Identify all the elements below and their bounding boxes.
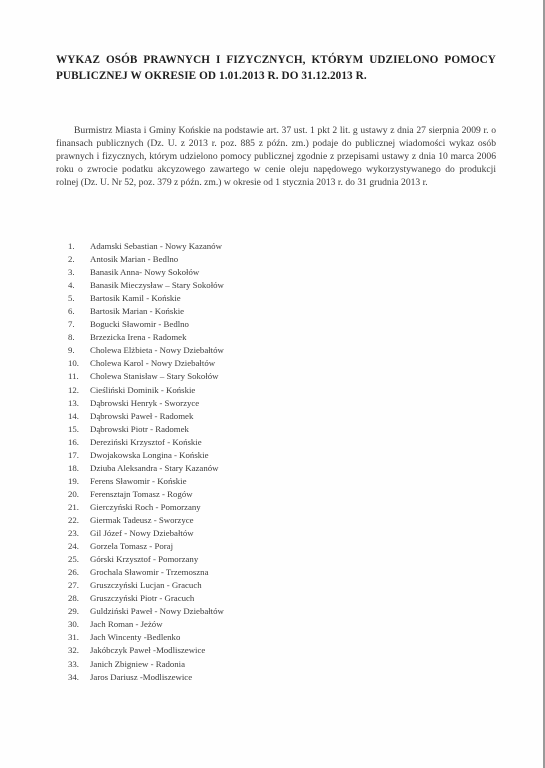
list-item-text: Jach Roman - Jeżów [90,619,163,630]
document-title: WYKAZ OSÓB PRAWNYCH I FIZYCZNYCH, KTÓRYM UDZIELONO POMOCY PUBLICZNEJ W OKRESIE OD 1.01.2013 R. DO 31.12.2013 R. [56,54,496,82]
list-item-text: Bartosik Kamil - Końskie [90,293,181,304]
list-item-number: 17. [68,449,79,460]
list-item [68,618,224,631]
list-item [68,475,224,488]
list-item-number: 22. [68,514,79,525]
list-item-number: 11. [68,371,79,382]
list-item-text: Antosik Marian - Bedlno [90,254,179,265]
list-item-text: Gil Józef - Nowy Dziebałtów [90,528,194,539]
list-item-number: 2. [68,254,75,265]
list-item [68,592,224,605]
list-item-number: 6. [68,306,75,317]
list-item [68,644,224,657]
list-item [68,344,224,357]
list-item [68,370,224,383]
list-item-text: Ferens Sławomir - Końskie [90,475,187,486]
list-item [68,449,224,462]
list-item-text: Giermak Tadeusz - Sworzyce [90,514,194,525]
list-item-text: Banasik Mieczysław – Stary Sokołów [90,280,224,291]
list-item [68,605,224,618]
list-item [68,253,224,266]
intro-text: Burmistrz Miasta i Gminy Końskie na podstawie art. 37 ust. 1 pkt 2 lit. g ustawy z dnia 27 sierpnia 2009 r. o finansach publicznych (Dz. U. z 2013 r. poz. 885 z późn. zm.) podaje do publicznej wiadomości wykaz osób prawnych i fizycznych, którym udzielono pomocy publicznej zgodnie z przepisami ustawy z dnia 10 marca 2006 roku o zwrocie podatku akcyzowego zawartego w cenie oleju napędowego wykorzystywanego do produkcji rolnej (Dz. U. Nr 52, poz. 379 z późn. zm.) w okresie od 1 stycznia 2013 r. do 31 grudnia 2013 r. [56,125,496,188]
list-item-text: Bogucki Sławomir - Bedlno [90,319,189,330]
list-item [68,436,224,449]
list-item-text: Cholewa Karol - Nowy Dziebałtów [90,358,216,369]
list-item-text: Górski Krzysztof - Pomorzany [90,554,199,565]
list-item-number: 23. [68,528,79,539]
list-item [68,658,224,671]
list-item-text: Cholewa Elżbieta - Nowy Dziebałtów [90,345,224,356]
list-item-number: 34. [68,671,79,682]
list-item-number: 25. [68,554,79,565]
list-item-text: Grochala Sławomir - Trzemoszna [90,567,209,578]
list-item-number: 4. [68,280,75,291]
list-item-number: 16. [68,436,79,447]
list-item-text: Dereziński Krzysztof - Końskie [90,436,202,447]
list-item-number: 5. [68,293,75,304]
list-item-number: 21. [68,501,79,512]
list-item-number: 9. [68,345,75,356]
list-item-text: Brzezicka Irena - Radomek [90,332,187,343]
list-item-text: Gierczyński Roch - Pomorzany [90,501,201,512]
list-item [68,462,224,475]
list-item [68,331,224,344]
list-item [68,357,224,370]
list-item-number: 31. [68,632,79,643]
list-item-text: Gruszczyński Lucjan - Gracuch [90,580,202,591]
list-item-number: 27. [68,580,79,591]
list-item-number: 32. [68,645,79,656]
list-item-number: 13. [68,397,79,408]
list-item-text: Dąbrowski Piotr - Radomek [90,423,189,434]
list-item-text: Dąbrowski Paweł - Radomek [90,410,194,421]
list-item-text: Jakóbczyk Paweł -Modliszewice [90,645,206,656]
list-item [68,527,224,540]
list-item [68,671,224,684]
list-item [68,631,224,644]
list-item-text: Jach Wincenty -Bedlenko [90,632,181,643]
list-item-text: Janich Zbigniew - Radonia [90,658,186,669]
list-item-number: 7. [68,319,75,330]
list-item [68,553,224,566]
list-item-text: Gorzela Tomasz - Poraj [90,541,174,552]
list-item [68,488,224,501]
list-item-text: Bartosik Marian - Końskie [90,306,185,317]
list-item [68,566,224,579]
list-item-number: 14. [68,410,79,421]
intro-paragraph [56,124,496,189]
list-item-text: Gruszczyński Piotr - Gracuch [90,593,195,604]
list-item-number: 30. [68,619,79,630]
list-item-number: 29. [68,606,79,617]
list-item-number: 1. [68,241,75,251]
beneficiary-list [68,240,224,684]
list-item-text: Jaros Dariusz -Modliszewice [90,671,193,682]
list-item-number: 12. [68,384,79,395]
list-item-text: Cholewa Stanisław – Stary Sokołów [90,371,219,382]
list-item-number: 8. [68,332,75,343]
list-item-text: Dwojakowska Longina - Końskie [90,449,209,460]
list-item [68,266,224,279]
list-item-number: 24. [68,541,79,552]
list-item-text: Dziuba Aleksandra - Stary Kazanów [90,462,219,473]
list-item [68,410,224,423]
list-item [68,397,224,410]
list-item-text: Dąbrowski Henryk - Sworzyce [90,397,200,408]
list-item-text: Banasik Anna- Nowy Sokołów [90,267,200,278]
list-item [68,540,224,553]
list-item-number: 10. [68,358,79,369]
list-item [68,384,224,397]
list-item [68,514,224,527]
list-item-number: 19. [68,475,79,486]
list-item-number: 28. [68,593,79,604]
list-item-number: 33. [68,658,79,669]
list-item-text: Ferensztajn Tomasz - Rogów [90,488,193,499]
list-item [68,579,224,592]
list-item-text: Guldziński Paweł - Nowy Dziebałtów [90,606,224,617]
list-item-number: 18. [68,462,79,473]
list-item [68,318,224,331]
list-item [68,240,224,253]
list-item-text: Cieśliński Dominik - Końskie [90,384,196,395]
list-item-number: 26. [68,567,79,578]
list-item [68,305,224,318]
list-item [68,423,224,436]
list-item-number: 3. [68,267,75,278]
list-item-number: 20. [68,488,79,499]
list-item-text: Adamski Sebastian - Nowy Kazanów [90,241,222,251]
list-item [68,292,224,305]
list-item-number: 15. [68,423,79,434]
list-item [68,501,224,514]
list-item [68,279,224,292]
